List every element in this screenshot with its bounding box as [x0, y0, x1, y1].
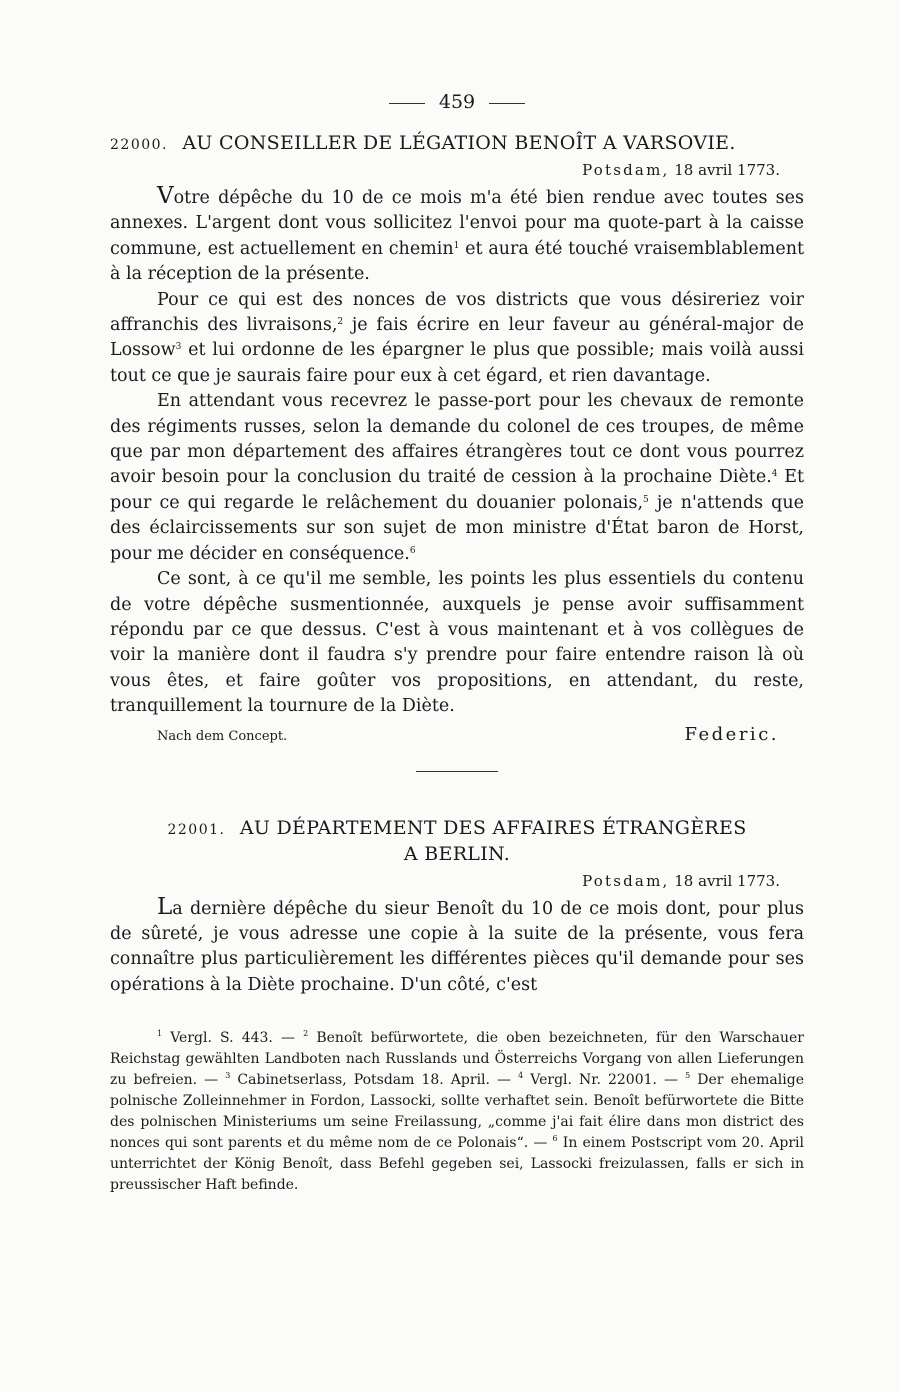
- footnote-ref-1: 1: [453, 240, 460, 251]
- letter1-p2-text-a: Pour ce qui est des nonces de vos districts que vous désireriez voir affranchis des livraisons,: [110, 289, 804, 336]
- letter2-paragraph-1: [110, 895, 804, 999]
- letter1-p3-text-b: Et pour ce qui regarde le relâchement du douanier polonais,: [110, 467, 805, 513]
- footnote-6: In einem Postscript vom 20. April unterrichtet der König Benoît, dass Befehl gegeben sei, Lassocki freizulassen, falls er sich in preussischer Haft befinde.: [110, 1135, 804, 1194]
- letter2-number: 22001.: [167, 821, 226, 838]
- letter2-dropcap: L: [157, 893, 173, 920]
- letter2-title-line1: AU DÉPARTEMENT DES AFFAIRES ÉTRANGÈRES: [239, 816, 747, 839]
- letter1-number: 22000.: [110, 137, 168, 153]
- letter1-date: 18 avril 1773.: [674, 161, 780, 179]
- page-number: [110, 88, 804, 116]
- footnote-ref-6: 6: [409, 545, 416, 556]
- footnote-1: Vergl. S. 443. —: [162, 1030, 304, 1047]
- page-number-dash-left: [389, 103, 425, 104]
- letter1-source-note: Nach dem Concept.: [157, 728, 288, 744]
- footnote-3: Cabinetserlass, Potsdam 18. April. —: [230, 1072, 519, 1089]
- letter2-title-line2: A BERLIN.: [403, 842, 511, 865]
- letter2-place: Potsdam,: [582, 871, 670, 890]
- footnote-ref-5: 5: [643, 494, 649, 505]
- footnote-ref-2: 2: [337, 317, 344, 328]
- footnote-5-marker: 5: [685, 1071, 691, 1081]
- section-divider: [416, 771, 498, 772]
- letter1-heading: [110, 131, 804, 157]
- footnote-6-marker: 6: [552, 1134, 558, 1144]
- footnote-ref-4: 4: [771, 469, 778, 480]
- letter1-p1-text-a: otre dépêche du 10 de ce mois m'a été bien rendue avec toutes ses annexes. L'argent dont vous sollicitez l'envoi pour ma quote-part à la caisse commune, est actuellement en chemin: [110, 188, 804, 259]
- footnote-2-marker: 2: [303, 1029, 309, 1039]
- letter1-dateline: [110, 159, 804, 181]
- letter2-dateline: [110, 870, 804, 892]
- letter1-paragraph-2: [110, 288, 804, 390]
- letter1-p1-text-b: et aura été touché vraisemblablement à la réception de la présente.: [110, 238, 804, 285]
- letter1-title: AU CONSEILLER DE LÉGATION BENOÎT A VARSOVIE.: [182, 132, 736, 154]
- footnote-3-marker: 3: [225, 1071, 231, 1081]
- letter1-p3-text-c: je n'attends que des éclaircissements sur son sujet de mon ministre d'État baron de Horst, pour me décider en conséquence.: [110, 492, 804, 564]
- footnotes: [110, 1028, 804, 1196]
- letter1-paragraph-3: [110, 389, 804, 567]
- footnote-ref-3: 3: [175, 342, 182, 353]
- page-number-dash-right: [489, 103, 525, 104]
- letter1-closing: [110, 724, 804, 745]
- letter1-signature: Federic.: [684, 723, 779, 745]
- footnote-4: Vergl. Nr. 22001. —: [523, 1072, 686, 1089]
- footnote-2: Benoît befürwortete, die oben bezeichneten, für den Warschauer Reichstag gewählten Landboten nach Russlands und Österreichs Vorgang von allen Lieferungen zu befreien. —: [110, 1030, 804, 1089]
- footnote-5: Der ehemalige polnische Zolleinnehmer in Fordon, Lassocki, sollte verhaftet sein. Benoît befürwortete die Bitte des polnischen Ministeriums um seine Freilassung, „comme j'ai fait élire dans mon district des nonces qui sont parents et du même nom de ce Polonais“. —: [110, 1072, 804, 1152]
- letter1-paragraph-1: [110, 184, 804, 288]
- letter1-place: Potsdam,: [582, 161, 670, 179]
- letter1-dropcap: V: [157, 183, 174, 209]
- letter1-paragraph-4: Ce sont, à ce qu'il me semble, les points les plus essentiels du contenu de votre dépêche susmentionnée, auxquels je pense avoir suffisamment répondu par ce que dessus. C'est à vous maintenant et à vos collègues de voir la manière dont il faudra s'y prendre pour faire entendre raison là où vous êtes, et faire goûter vos propositions, en attendant, du reste, tranquillement la tournure de la Diète.: [110, 569, 804, 717]
- letter1-p3-text-a: En attendant vous recevrez le passe-port pour les chevaux de remonte des régiments russes, selon la demande du colonel de ces troupes, de même que par mon département des affaires étrangères tout ce dont vous pourrez avoir besoin pour la conclusion du traité de cession à la prochaine Diète.: [110, 391, 804, 488]
- letter2-p1-text-a: a dernière dépêche du sieur Benoît du 10 de ce mois dont, pour plus de sûreté, je vous adresse une copie à la suite de la présente, vous fera connaître plus particulièrement les différentes pièces qu'il demande pour ses opérations à la Diète prochaine. D'un côté, c'est: [110, 898, 804, 995]
- letter1-p2-text-c: et lui ordonne de les épargner le plus que possible; mais voilà aussi tout ce que je saurais faire pour eux à cet égard, et rien davantage.: [110, 340, 804, 386]
- document-page: [110, 88, 804, 1196]
- letter2-heading: [110, 816, 804, 866]
- footnote-4-marker: 4: [518, 1071, 524, 1081]
- footnote-1-marker: 1: [157, 1029, 163, 1039]
- page-number-text: 459: [438, 91, 476, 113]
- letter1-p2-text-b: je fais écrire en leur faveur au général-major de Lossow: [110, 315, 804, 361]
- letter2-date: 18 avril 1773.: [674, 871, 780, 890]
- footnotes-block: [110, 1028, 804, 1196]
